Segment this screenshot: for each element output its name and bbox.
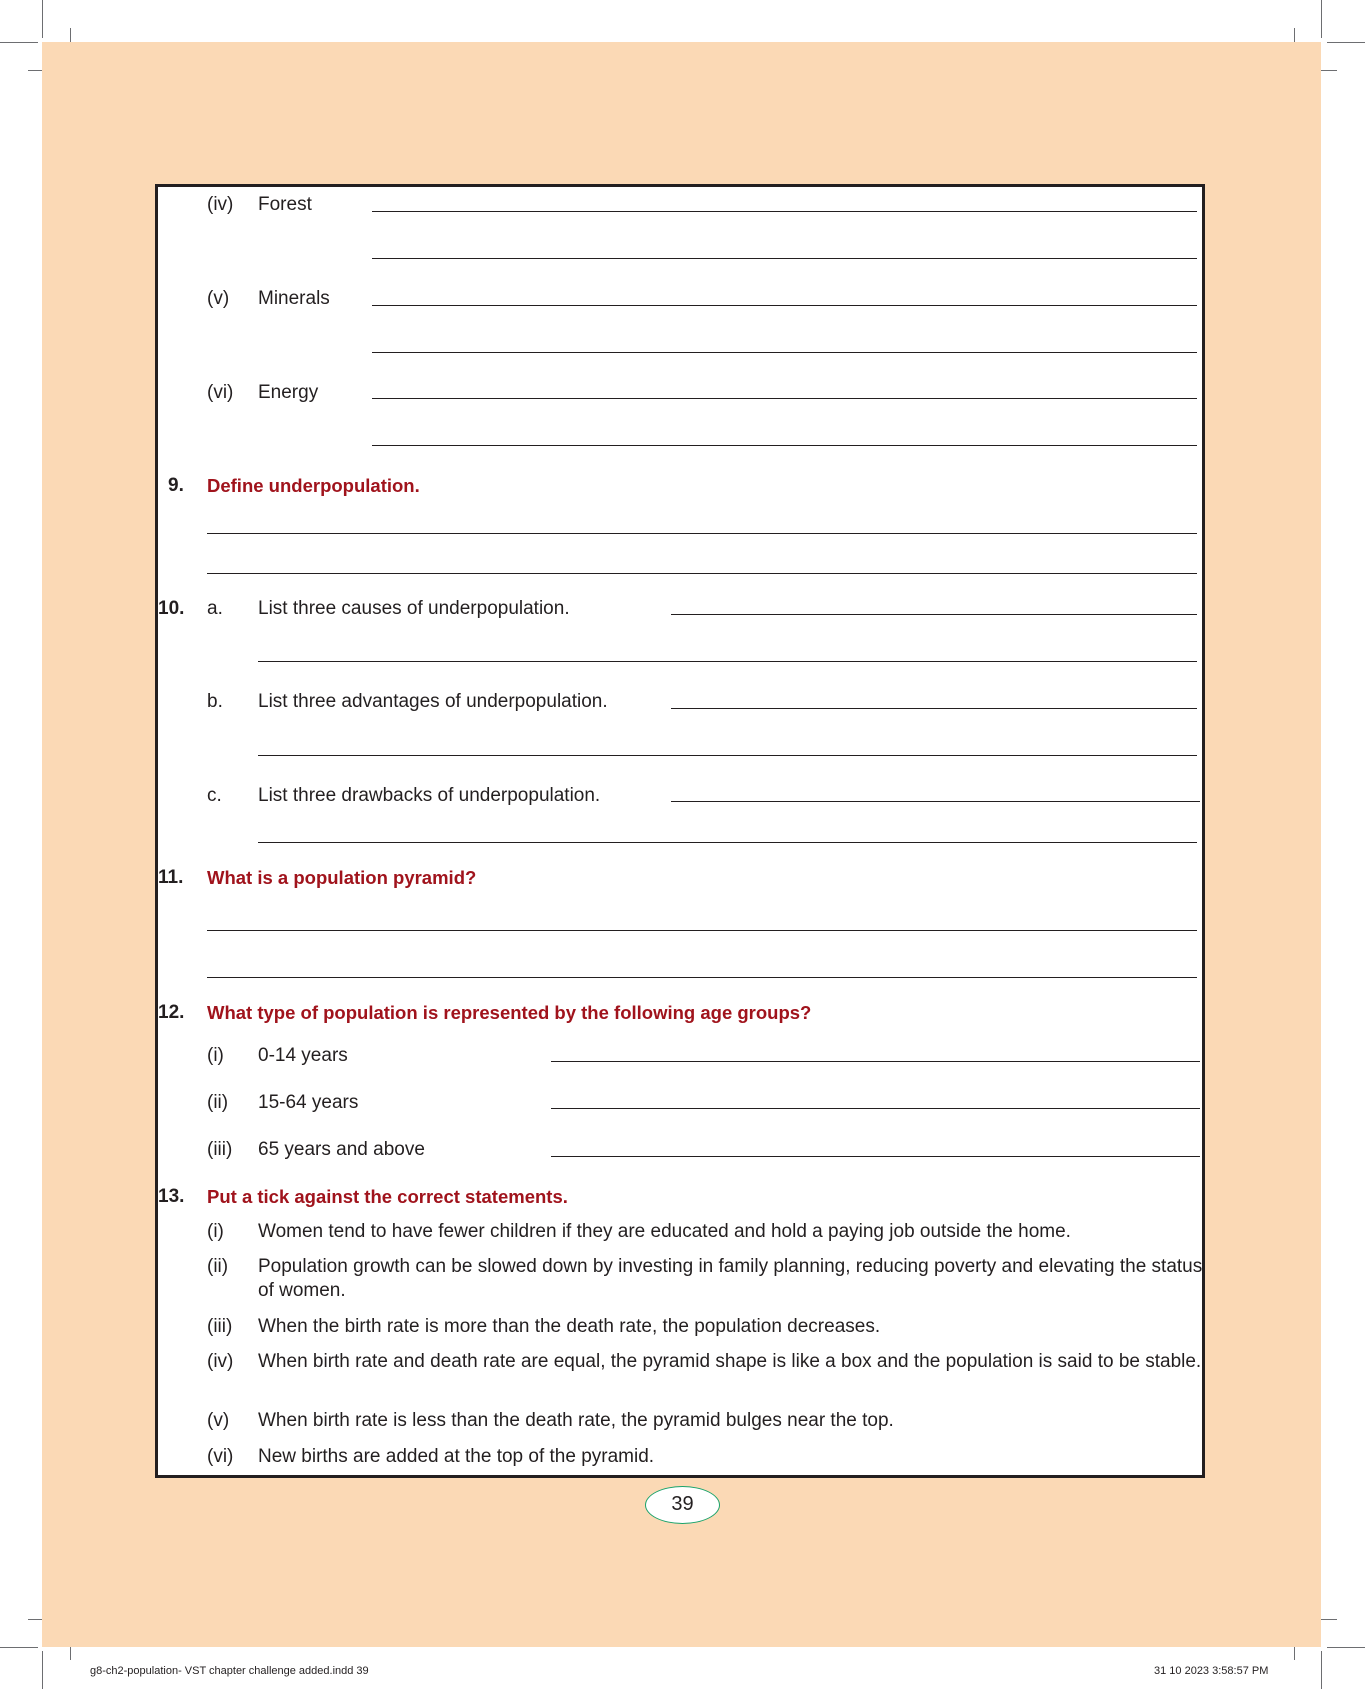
statement-text[interactable]: Women tend to have fewer children if they are educated and hold a paying job outside the home. — [258, 1221, 1071, 1242]
question-number: 9. — [168, 475, 184, 496]
crop-mark — [0, 42, 38, 43]
answer-line[interactable] — [207, 930, 1197, 931]
answer-line[interactable] — [258, 755, 1197, 756]
statement-numeral: (iv) — [207, 1351, 234, 1372]
answer-line[interactable] — [372, 445, 1197, 446]
item-numeral: (iii) — [207, 1139, 233, 1160]
answer-line[interactable] — [551, 1156, 1200, 1157]
footer-timestamp: 31 10 2023 3:58:57 PM — [1154, 1665, 1269, 1677]
statement-text[interactable]: When birth rate and death rate are equal, the pyramid shape is like a box and the population is said to be stable. — [258, 1351, 1202, 1372]
item-numeral: (vi) — [207, 382, 234, 403]
item-label: Minerals — [258, 288, 330, 309]
question-text: Define underpopulation. — [207, 475, 420, 496]
answer-line[interactable] — [372, 352, 1197, 353]
question-number: 13. — [158, 1186, 185, 1207]
item-label: 65 years and above — [258, 1139, 425, 1160]
crop-mark — [1321, 0, 1322, 38]
statement-numeral: (i) — [207, 1221, 224, 1242]
crop-mark — [1327, 42, 1365, 43]
question-text: What is a population pyramid? — [207, 867, 477, 888]
answer-line[interactable] — [372, 211, 1197, 212]
answer-line[interactable] — [671, 708, 1197, 709]
part-letter: b. — [207, 691, 223, 712]
answer-line[interactable] — [551, 1108, 1200, 1109]
statement-text[interactable]: Population growth can be slowed down by investing in family planning, reducing poverty and elevating the status of women. — [258, 1256, 1203, 1301]
statement-text[interactable]: When the birth rate is more than the death rate, the population decreases. — [258, 1316, 881, 1337]
item-numeral: (ii) — [207, 1092, 229, 1113]
question-text: Put a tick against the correct statements. — [207, 1186, 568, 1207]
answer-line[interactable] — [372, 305, 1197, 306]
answer-line[interactable] — [551, 1061, 1200, 1062]
crop-mark — [1327, 1647, 1365, 1648]
answer-line[interactable] — [207, 533, 1197, 534]
question-text: What type of population is represented by the following age groups? — [207, 1002, 812, 1023]
item-numeral: (v) — [207, 288, 230, 309]
answer-line[interactable] — [372, 398, 1197, 399]
part-letter: a. — [207, 598, 223, 619]
answer-line[interactable] — [207, 977, 1197, 978]
answer-line[interactable] — [258, 842, 1197, 843]
question-number: 10. — [158, 598, 185, 619]
answer-line[interactable] — [671, 614, 1197, 615]
answer-line[interactable] — [671, 801, 1200, 802]
statement-text[interactable]: When birth rate is less than the death rate, the pyramid bulges near the top. — [258, 1410, 894, 1431]
item-numeral: (iv) — [207, 194, 234, 215]
item-label: Energy — [258, 382, 319, 403]
statement-numeral: (v) — [207, 1410, 230, 1431]
crop-mark — [42, 1651, 43, 1689]
item-label: 15-64 years — [258, 1092, 359, 1113]
footer-file-info: g8-ch2-population- VST chapter challenge added.indd 39 — [90, 1665, 369, 1677]
statement-numeral: (vi) — [207, 1446, 234, 1467]
question-number: 11. — [158, 867, 184, 888]
crop-mark — [0, 1647, 38, 1648]
statement-numeral: (iii) — [207, 1316, 233, 1337]
statement-numeral: (ii) — [207, 1256, 229, 1277]
answer-line[interactable] — [372, 258, 1197, 259]
part-text: List three causes of underpopulation. — [258, 598, 570, 619]
page-number: 39 — [645, 1486, 720, 1524]
item-numeral: (i) — [207, 1045, 224, 1066]
part-letter: c. — [207, 785, 222, 806]
answer-line[interactable] — [258, 661, 1197, 662]
statement-text[interactable]: New births are added at the top of the pyramid. — [258, 1446, 655, 1467]
question-number: 12. — [158, 1002, 185, 1023]
answer-line[interactable] — [207, 573, 1197, 574]
item-label: Forest — [258, 194, 312, 215]
crop-mark — [1321, 1651, 1322, 1689]
part-text: List three advantages of underpopulation. — [258, 691, 608, 712]
item-label: 0-14 years — [258, 1045, 348, 1066]
part-text: List three drawbacks of underpopulation. — [258, 785, 601, 806]
crop-mark — [42, 0, 43, 38]
